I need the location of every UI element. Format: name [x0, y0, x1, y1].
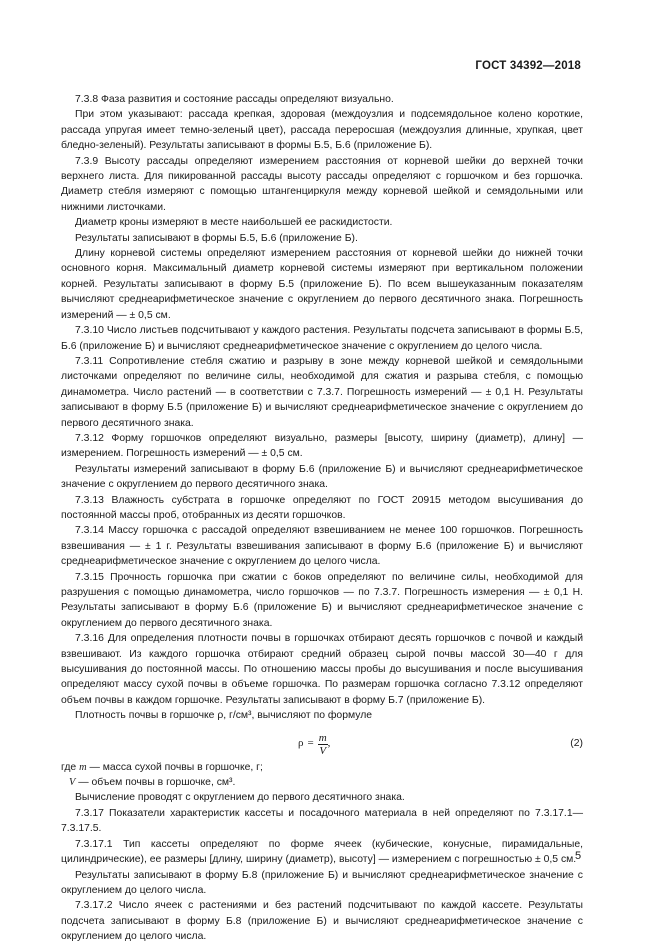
density-formula: [298, 732, 330, 757]
paragraph: Результаты записывают в форму Б.8 (приложение Б) и вычисляют среднеарифметическое значение с округлением до целого числа.: [61, 869, 583, 896]
equation-number: (2): [570, 737, 583, 749]
paragraph: Длину корневой системы определяют измерением расстояния от корневой шейки до нижней точки основного корня. Максимальный диаметр корневой системы измеряют при вертикальном положении корней. Результаты записывают в форму Б.5 (приложение Б). По всем вышеуказанным показателям вычисляют среднеарифметическое значение с округлением до первого десятичного знака. Погрешность измерений — ± 0,5 см.: [61, 248, 583, 321]
paragraph-7-3-17-1: 7.3.17.1 Тип кассеты определяют по форме ячеек (кубические, конусные, пирамидальные, цилиндрические), ее размеры [длину, ширину (диаметр), высоту] — измерением с погрешностью ± 0,5 см.: [61, 838, 583, 866]
paragraph: Результаты записывают в формы Б.5, Б.6 (приложение Б).: [75, 232, 358, 244]
paragraph-7-3-13: 7.3.13 Влажность субстрата в горшочке определяют по ГОСТ 20915 методом высушивания до постоянной массы проб, отобранных из десяти горшочков.: [61, 494, 583, 521]
formula-lhs: ρ: [298, 737, 304, 750]
standard-designation: ГОСТ 34392—2018: [475, 60, 581, 72]
formula-fraction: [318, 732, 328, 757]
where-prefix: где: [61, 761, 77, 773]
paragraph-7-3-11: 7.3.11 Сопротивление стебля сжатию и разрыву в зоне между корневой шейкой и семядольными листочками определяют по величине силы, необходимой для сжатия и разрыва стебля, с помощью динамометра. Число растений — в соответствии с 7.3.7. Погрешность измерений — ± 0,1 Н. Результаты записывают в форму Б.5 (приложение Б) и вычисляют среднеарифметическое значение с округлением до первого десятичного знака.: [61, 355, 583, 429]
paragraph-7-3-8: 7.3.8 Фаза развития и состояние рассады определяют визуально.: [75, 94, 394, 105]
paragraph-7-3-15: 7.3.15 Прочность горшочка при сжатии с боков определяют по величине силы, необходимой для разрушения с помощью динамометра, число горшочков — по 7.3.7. Погрешность измерения — ± 0,1 Н. Результаты записывают в форму Б.6 (приложение Б) и вычисляют среднеарифметическое значение с округлением до первого десятичного знака.: [61, 571, 583, 629]
where-v-text: — объем почвы в горшочке, см³.: [78, 777, 236, 789]
page-number: 5: [575, 850, 582, 862]
formula-2: [61, 726, 583, 760]
where-m-text: — масса сухой почвы в горшочке, г;: [89, 761, 263, 773]
paragraph-7-3-14: 7.3.14 Массу горшочка с рассадой определяют взвешиванием не менее 100 горшочков. Погрешность взвешивания — ± 1 г. Результаты взвешивания записывают в форму Б.6 (приложение Б) и вычисляют среднеарифметическое значение с округлением до целого числа.: [61, 525, 583, 568]
paragraph: При этом указывают: рассада крепкая, здоровая (междоузлия и подсемядольное колено короткие, рассада упругая имеет темно-зеленый цвет), рассада переросшая (междоузлия длинные, хрупкая, цвет бледно-зеленый). Результаты записывают в формы Б.5, Б.6 (приложение Б).: [61, 109, 583, 152]
paragraph: Вычисление проводят с округлением до первого десятичного знака.: [75, 792, 405, 804]
where-v: [61, 775, 583, 790]
paragraph: Результаты измерений записывают в форму Б.6 (приложение Б) и вычисляют среднеарифметическое значение с округлением до первого десятичного знака.: [61, 463, 583, 491]
paragraph-7-3-17: 7.3.17 Показатели характеристик кассеты и посадочного материала в ней определяют по 7.3.17.1—7.3.17.5.: [61, 807, 583, 835]
document-body: [61, 92, 583, 945]
paragraph-7-3-17-2: 7.3.17.2 Число ячеек с растениями и без растений подсчитывают по каждой кассете. Результаты подсчета записывают в форму Б.8 (приложение Б) и вычисляют среднеарифметическое значение с округлением до целого числа.: [61, 900, 583, 943]
formula-tail: ,: [327, 737, 331, 750]
paragraph: Плотность почвы в горшочке ρ, г/см³, вычисляют по формуле: [75, 710, 373, 722]
paragraph-7-3-10: 7.3.10 Число листьев подсчитывают у каждого растения. Результаты подсчета записывают в формы Б.5, Б.6 (приложение Б) и вычисляют среднеарифметическое значение с округлением до целого числа.: [61, 325, 583, 352]
formula-numerator: m: [318, 731, 327, 744]
paragraph-7-3-12: 7.3.12 Форму горшочков определяют визуально, размеры [высоту, ширину (диаметр), длину] — измерением. Погрешность измерений — ± 0,5 см.: [61, 432, 583, 460]
symbol-v: V: [69, 777, 76, 789]
formula-denominator: V: [319, 744, 327, 757]
paragraph-7-3-16: 7.3.16 Для определения плотности почвы в горшочках отбирают десять горшочков с почвой и каждый взвешивают. Из каждого горшочка отбирают средний образец сырой почвы массой 30—40 г для высушивания до постоянной массы. По отношению массы пробы до высушивания и после высушивания определяют массу сухой почвы в объеме горшочка. По размерам горшочка согласно 7.3.12 определяют объем почвы в каждом горшочке. Результаты записывают в форму Б.7 (приложение Б).: [61, 633, 583, 706]
paragraph-7-3-9: 7.3.9 Высоту рассады определяют измерением расстояния от корневой шейки до верхней точки верхнего листа. Для пикированной рассады высоту рассады определяют с горшочком и без горшочка. Диаметр стебля измеряют с помощью штангенциркуля между корневой шейкой и семядольными или нижними листочками.: [61, 155, 583, 213]
paragraph: Диаметр кроны измеряют в месте наибольшей ее раскидистости.: [75, 217, 393, 229]
where-m: [61, 760, 583, 775]
formula-equals: =: [307, 737, 314, 750]
symbol-m: m: [79, 761, 87, 773]
